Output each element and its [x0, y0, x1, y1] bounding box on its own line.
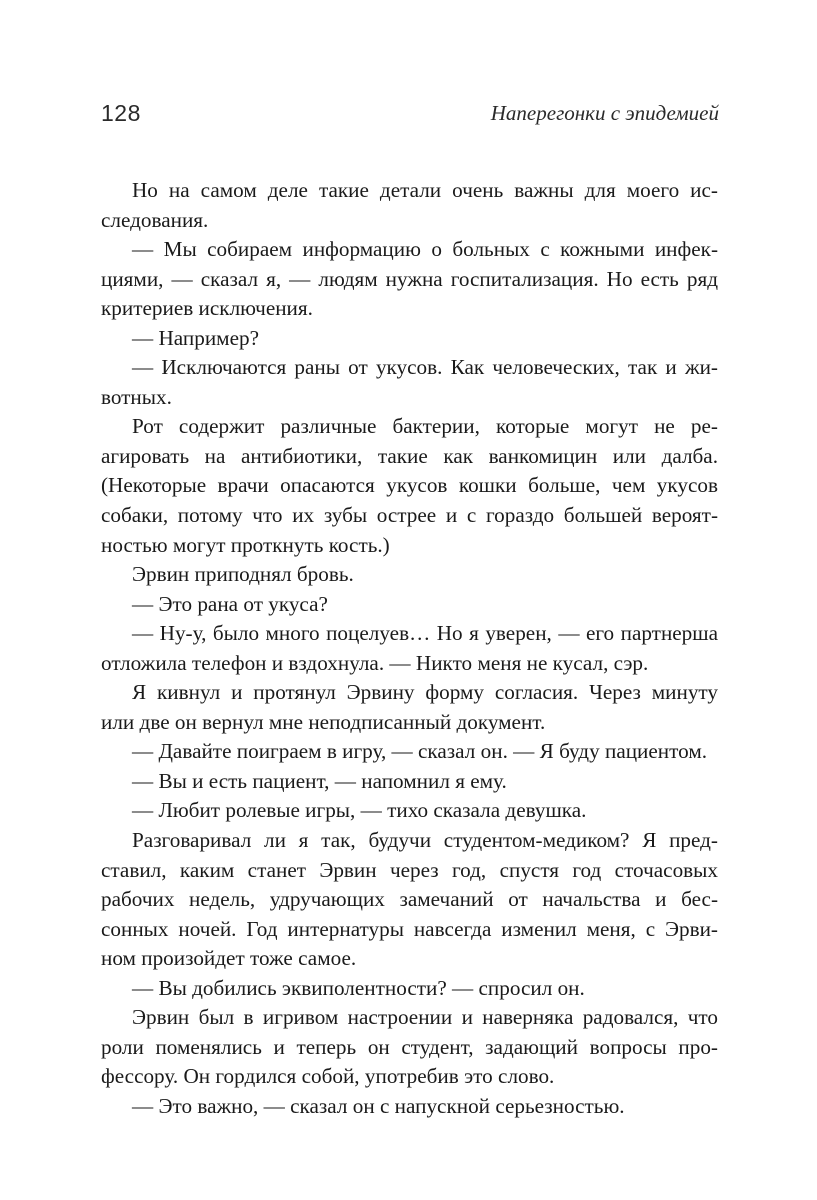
text-line: — Ну-у, было много поцелуев… Но я уверен, — его партнерша	[132, 621, 718, 646]
text-line: ставил, каким станет Эрвин через год, спустя год сточасовых	[101, 857, 718, 882]
text-line: — Исключаются раны от укусов. Как человеческих, так и жи-	[132, 355, 718, 380]
text-line: — Это важно, — сказал он с напускной серьезностью.	[132, 1093, 625, 1118]
text-line: Но на самом деле такие детали очень важны для моего ис-	[132, 178, 718, 202]
text-line: — Любит ролевые игры, — тихо сказала девушка.	[132, 798, 587, 823]
text-line: рабочих недель, удручающих замечаний от начальства и бес-	[101, 887, 718, 912]
text-line: ностью могут проткнуть кость.)	[101, 532, 390, 557]
page-number: 128	[101, 100, 141, 126]
text-line: или две он вернул мне неподписанный документ.	[101, 709, 546, 734]
text-line: — Это рана от укуса?	[132, 591, 328, 616]
text-line: Разговаривал ли я так, будучи студентом-медиком? Я пред-	[132, 828, 718, 853]
text-line: Эрвин был в игривом настроении и наверняка радовался, что	[132, 1005, 718, 1030]
text-line: вотных.	[101, 384, 172, 409]
text-line: следования.	[101, 207, 209, 232]
text-line: отложила телефон и вздохнула. — Никто меня не кусал, сэр.	[101, 650, 649, 675]
text-line: роли поменялись и теперь он студент, задающий вопросы про-	[101, 1034, 718, 1059]
text-line: ном произойдет тоже самое.	[101, 946, 357, 971]
text-line: сонных ночей. Год интернатуры навсегда изменил меня, с Эрви-	[101, 916, 718, 941]
text-line: критериев исключения.	[101, 296, 313, 321]
text-line: — Например?	[132, 325, 259, 350]
running-title: Наперегонки с эпидемией	[490, 101, 719, 125]
text-line: Я кивнул и протянул Эрвину форму согласия. Через минуту	[132, 680, 718, 705]
text-line: (Некоторые врачи опасаются укусов кошки больше, чем укусов	[101, 473, 718, 498]
text-line: собаки, потому что их зубы острее и с гораздо большей вероят-	[101, 503, 718, 528]
text-line: Рот содержит различные бактерии, которые могут не ре-	[132, 414, 718, 439]
body-text	[101, 176, 718, 1122]
text-line: — Вы добились эквиполентности? — спросил он.	[132, 975, 585, 1000]
text-line: Эрвин приподнял бровь.	[132, 562, 354, 587]
text-line: агировать на антибиотики, такие как ванкомицин или далба.	[101, 443, 718, 468]
text-line: — Давайте поиграем в игру, — сказал он. — Я буду пациентом.	[132, 739, 708, 764]
text-line: — Мы собираем информацию о больных с кожными инфек-	[132, 237, 718, 262]
text-line: фессору. Он гордился собой, употребив это слово.	[101, 1064, 555, 1089]
text-line: циями, — сказал я, — людям нужна госпитализация. Но есть ряд	[101, 266, 718, 291]
text-line: — Вы и есть пациент, — напомнил я ему.	[132, 768, 507, 793]
